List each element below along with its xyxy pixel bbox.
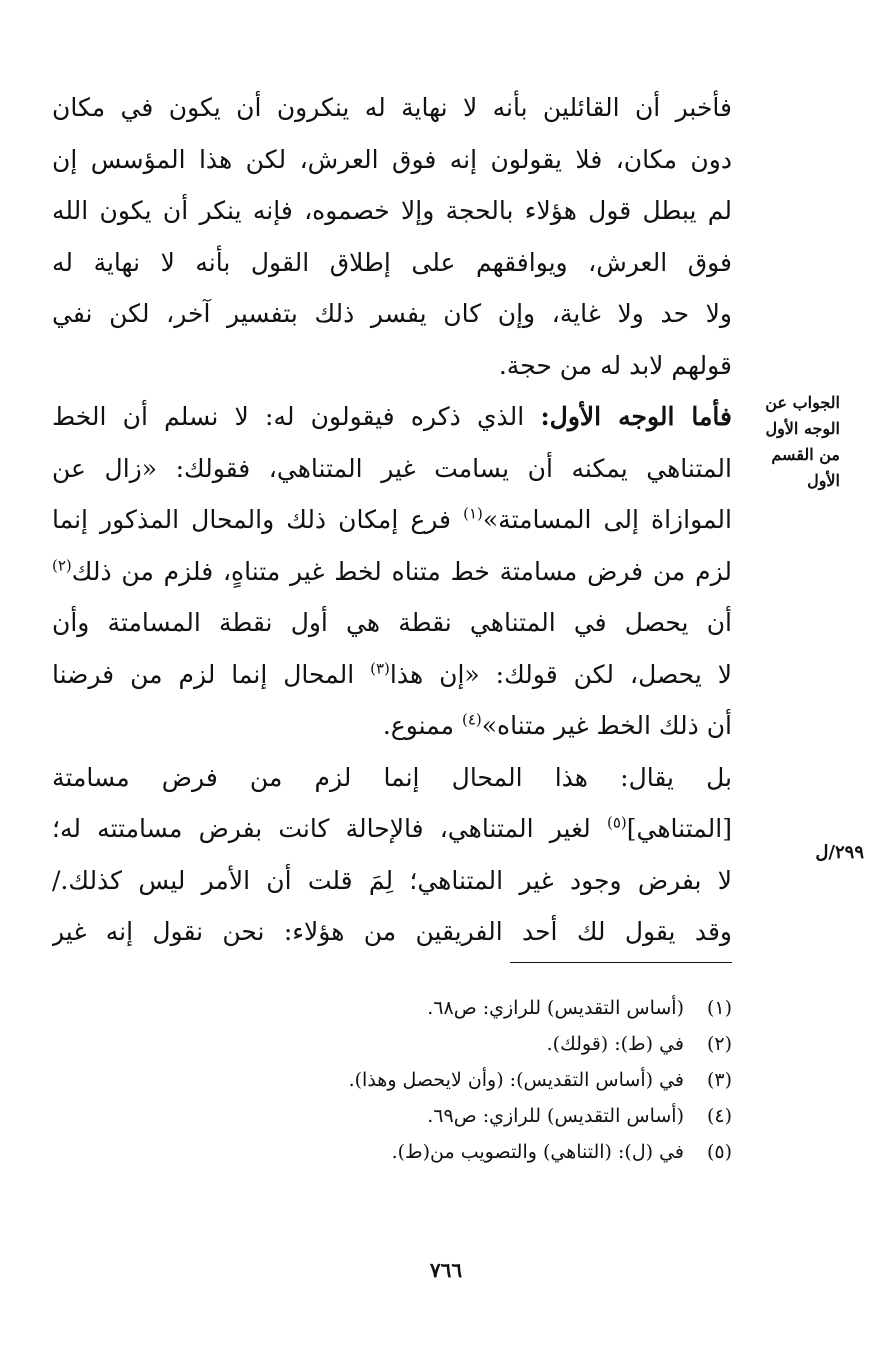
text-span: [المتناهي] xyxy=(626,814,732,843)
footnote xyxy=(112,1062,732,1098)
footnote-number: (١) xyxy=(706,997,732,1019)
text-line: قولهم لابد له من حجة. xyxy=(498,350,732,380)
paragraph xyxy=(52,906,732,958)
text-span: الذي ذكره فيقولون له: لا نسلم أن الخط xyxy=(52,402,541,431)
main-text xyxy=(52,82,732,958)
text-line: وقد يقول لك أحد الفريقين من هؤلاء: نحن نقول إنه غير xyxy=(52,917,732,946)
text-line xyxy=(52,700,732,752)
manuscript-reference: ٢٩٩/ل xyxy=(815,842,864,863)
text-line: دون مكان، فلا يقولون إنه فوق العرش، لكن هذا المؤسس إن xyxy=(52,144,732,174)
text-line: بل يقال: هذا المحال إنما لزم من فرض مسامتة xyxy=(52,762,732,792)
margin-heading xyxy=(740,390,840,494)
text-line xyxy=(52,494,732,546)
footnote-marker: (٤) xyxy=(461,710,482,729)
text-line xyxy=(52,803,732,855)
margin-heading-line: الجواب عن xyxy=(765,393,840,412)
paragraph xyxy=(52,391,732,752)
footnote-text: (أساس التقديس) للرازي: ص٦٩. xyxy=(427,1105,684,1127)
text-span: أن ذلك الخط غير متناه» xyxy=(481,711,732,740)
paragraph xyxy=(52,752,732,907)
section-heading: فأما الوجه الأول: xyxy=(540,402,732,431)
text-line: فوق العرش، ويوافقهم على إطلاق القول بأنه لا نهاية له xyxy=(52,247,732,277)
text-line: لم يبطل قول هؤلاء بالحجة وإلا خصموه، فإنه ينكر أن يكون الله xyxy=(52,196,732,225)
text-line: لا بفرض وجود غير المتناهي؛ لِمَ قلت أن الأمر ليس كذلك./ xyxy=(52,865,732,895)
footnote-marker: (٣) xyxy=(370,659,390,678)
footnote-number: (٤) xyxy=(706,1105,732,1127)
text-span: لا يحصل، لكن قولك: «إن هذا xyxy=(389,659,732,689)
footnote-marker: (١) xyxy=(463,504,483,523)
text-line: المتناهي يمكنه أن يسامت غير المتناهي، فقولك: «زال عن xyxy=(52,453,732,483)
footnote xyxy=(112,990,732,1026)
footnote-number: (٥) xyxy=(706,1141,732,1163)
text-line xyxy=(52,649,732,701)
footnote-marker: (٢) xyxy=(52,556,72,575)
footnotes xyxy=(112,990,732,1170)
footnote xyxy=(112,1098,732,1134)
text-span: فرع إمكان ذلك والمحال المذكور إنما xyxy=(52,505,464,534)
text-span: الموازاة إلى المسامتة» xyxy=(482,505,732,534)
footnote-text: (أساس التقديس) للرازي: ص٦٨. xyxy=(427,997,684,1019)
footnote-number: (٢) xyxy=(706,1033,732,1055)
text-span: لغير المتناهي، فالإحالة كانت بفرض مسامتته له؛ xyxy=(52,814,607,843)
margin-heading-line: من القسم xyxy=(771,445,840,464)
footnote-divider xyxy=(510,962,732,963)
text-line: أن يحصل في المتناهي نقطة هي أول نقطة المسامتة وأن xyxy=(52,608,732,637)
margin-heading-line: الأول xyxy=(807,471,840,490)
text-line: ولا حد ولا غاية، وإن كان يفسر ذلك بتفسير آخر، لكن نفي xyxy=(52,299,732,328)
margin-heading-line: الوجه الأول xyxy=(765,419,840,438)
text-span: المحال إنما لزم من فرضنا xyxy=(52,659,371,689)
footnote-number: (٣) xyxy=(706,1069,732,1091)
text-line xyxy=(52,391,732,443)
footnote-text: في (ل): (التناهي) والتصويب من(ط). xyxy=(391,1141,684,1163)
footnote xyxy=(112,1026,732,1062)
footnote xyxy=(112,1134,732,1170)
paragraph xyxy=(52,82,732,391)
footnote-text: في (ط): (قولك). xyxy=(546,1033,684,1055)
footnote-marker: (٥) xyxy=(606,813,627,832)
text-line: فأخبر أن القائلين بأنه لا نهاية له ينكرون أن يكون في مكان xyxy=(52,93,732,122)
text-span: ممنوع. xyxy=(382,711,462,740)
text-span: لزم من فرض مسامتة خط متناه لخط غير متناهٍ، فلزم من ذلك xyxy=(71,556,732,586)
page-number: ٧٦٦ xyxy=(429,1258,463,1282)
footnote-text: في (أساس التقديس): (وأن لايحصل وهذا). xyxy=(348,1069,684,1091)
text-line xyxy=(52,546,732,598)
